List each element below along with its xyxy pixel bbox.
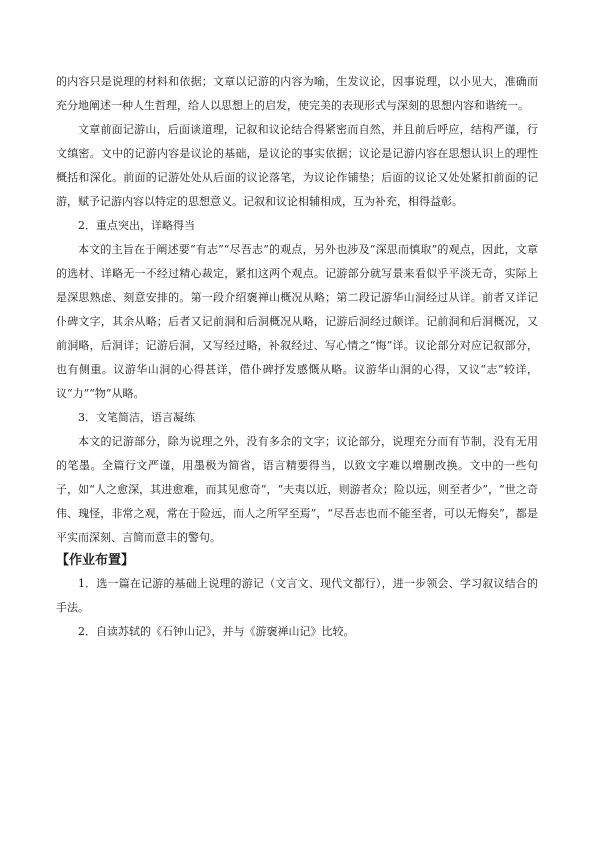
homework-item-2: 2．自读苏轼的《石钟山记》，并与《游褒禅山记》比较。 — [78, 625, 355, 638]
paragraph-style: 本文的记游部分，除为说理之外，没有多余的文字；议论部分，说理充分而有节制，没有无用的笔墨。全篇行文严谨，用墨极为简省，语言精要得当，以致文字难以增删改换。文中的一些句子，如“人之愈深，其进愈难，而其见愈奇”，“夫夷以近，则游者众；险以远，则至者少”，“世之奇伟、瑰怪，非常之观，常在于险远，而人之所罕至焉”，“尽吾志也而不能至者，可以无悔矣”，都是平实而深刻、言简而意丰的警句。 — [56, 435, 538, 544]
section-heading-style: 3．文笔简洁，语言凝练 — [78, 411, 195, 424]
homework-heading: 【作业布置】 — [56, 553, 135, 568]
section-heading-focus: 2．重点突出，详略得当 — [78, 219, 195, 232]
homework-item-1: 1．选一篇在记游的基础上说理的游记（文言文、现代文都行），进一步领会、学习叙议结合的手法。 — [56, 577, 538, 614]
document-body — [56, 70, 538, 644]
paragraph-focus: 本文的主旨在于阐述要“有志”“尽吾志”的观点，另外也涉及“深思而慎取”的观点，因此，文章的选材、详略无一不经过精心裁定，紧扣这两个观点。记游部分就写景来看似乎平淡无奇，实际上是深思熟虑、刻意安排的。第一段介绍褒禅山概况从略；第二段记游华山洞经过从详。前者又详记仆碑文字，其余从略；后者又记前洞和后洞概况从略，记游后洞经过颇详。记前洞和后洞概况，又前洞略，后洞详；记游后洞，又写经过略，补叙经过、写心情之“悔”详。议论部分对应记叙部分，也有侧重。议游华山洞的心得甚详，借仆碑抒发感慨从略。议游华山洞的心得，又议“志”较详，议“力”“物”从略。 — [56, 243, 538, 400]
paragraph-structure: 文章前面记游山，后面谈道理，记叙和议论结合得紧密而自然，并且前后呼应，结构严谨，行文缜密。文中的记游内容是议论的基础，是议论的事实依据；议论是记游内容在思想认识上的理性概括和深化。前面的记游处处从后面的议论落笔，为议论作铺垫；后面的议论又处处紧扣前面的记游，赋予记游内容以特定的思想意义。记叙和议论相辅相成，互为补充，相得益彰。 — [56, 123, 538, 208]
paragraph-intro-continuation: 的内容只是说理的材料和依据；文章以记游的内容为喻，生发议论，因事说理，以小见大，准确而充分地阐述一种人生哲理，给人以思想上的启发，使完美的表现形式与深刻的思想内容和谐统一。 — [56, 75, 538, 112]
